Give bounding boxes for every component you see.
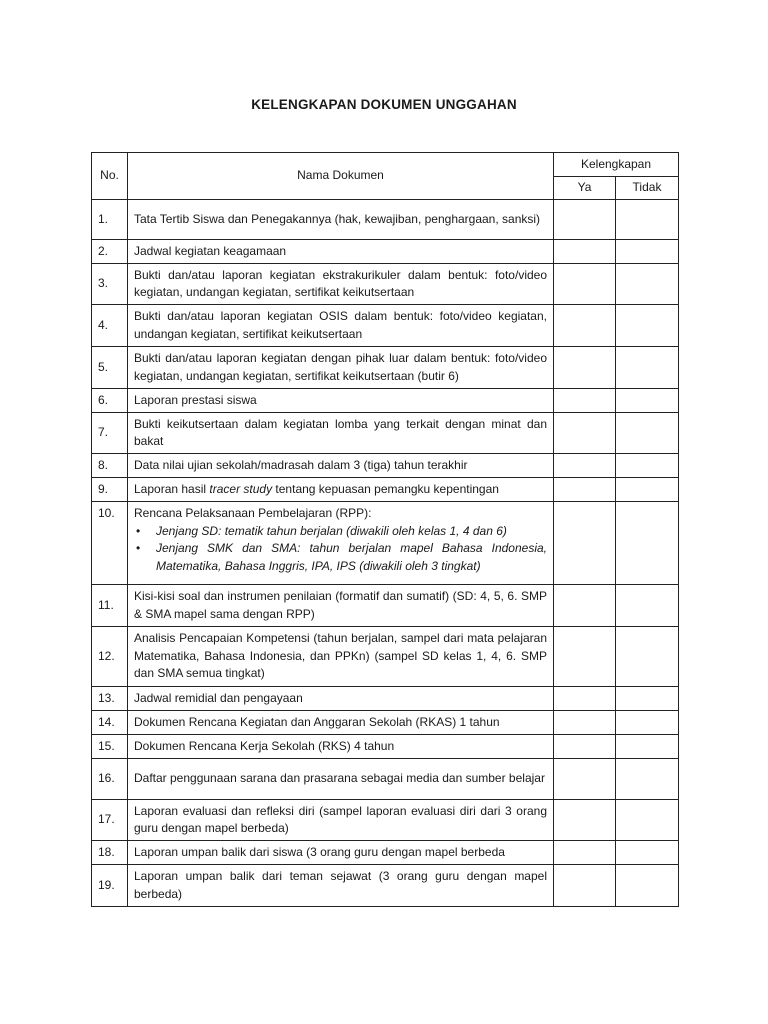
ya-checkbox-cell[interactable]	[554, 454, 616, 478]
row-number: 3.	[92, 264, 128, 305]
tidak-checkbox-cell[interactable]	[616, 200, 679, 240]
document-name	[128, 478, 554, 502]
document-title: KELENGKAPAN DOKUMEN UNGGAHAN	[251, 97, 517, 112]
document-name: Dokumen Rencana Kegiatan dan Anggaran Sekolah (RKAS) 1 tahun	[128, 711, 554, 735]
bullet-item: • Jenjang SMK dan SMA: tahun berjalan mapel Bahasa Indonesia, Matematika, Bahasa Inggris, IPA, IPS (diwakili oleh 3 tingkat)	[156, 540, 547, 575]
document-name: Jadwal kegiatan keagamaan	[128, 240, 554, 264]
table-row	[92, 413, 679, 454]
row-number: 13.	[92, 687, 128, 711]
document-name: Laporan umpan balik dari siswa (3 orang guru dengan mapel berbeda	[128, 841, 554, 865]
table-row	[92, 865, 679, 907]
table-row	[92, 759, 679, 800]
tidak-checkbox-cell[interactable]	[616, 413, 679, 454]
row-number: 10.	[92, 502, 128, 585]
table-row	[92, 502, 679, 585]
row-number: 18.	[92, 841, 128, 865]
tidak-checkbox-cell[interactable]	[616, 687, 679, 711]
row-number: 15.	[92, 735, 128, 759]
tidak-checkbox-cell[interactable]	[616, 305, 679, 347]
ya-checkbox-cell[interactable]	[554, 413, 616, 454]
tidak-checkbox-cell[interactable]	[616, 478, 679, 502]
tidak-checkbox-cell[interactable]	[616, 759, 679, 800]
tidak-checkbox-cell[interactable]	[616, 347, 679, 389]
table-row	[92, 627, 679, 687]
row-number: 6.	[92, 389, 128, 413]
table-row	[92, 711, 679, 735]
tidak-checkbox-cell[interactable]	[616, 240, 679, 264]
row-number: 9.	[92, 478, 128, 502]
tidak-checkbox-cell[interactable]	[616, 454, 679, 478]
document-name: Laporan umpan balik dari teman sejawat (3 orang guru dengan mapel berbeda)	[128, 865, 554, 907]
table-row	[92, 240, 679, 264]
table-row	[92, 305, 679, 347]
tidak-checkbox-cell[interactable]	[616, 841, 679, 865]
document-name-italic: tracer study	[209, 481, 273, 496]
ya-checkbox-cell[interactable]	[554, 687, 616, 711]
document-name: Dokumen Rencana Kerja Sekolah (RKS) 4 tahun	[128, 735, 554, 759]
ya-checkbox-cell[interactable]	[554, 200, 616, 240]
document-checklist-table	[91, 152, 679, 907]
row-number: 2.	[92, 240, 128, 264]
document-name: Jadwal remidial dan pengayaan	[128, 687, 554, 711]
tidak-checkbox-cell[interactable]	[616, 264, 679, 305]
document-name: Laporan evaluasi dan refleksi diri (sampel laporan evaluasi diri dari 3 orang guru dengan mapel berbeda)	[128, 800, 554, 841]
ya-checkbox-cell[interactable]	[554, 305, 616, 347]
document-name: Bukti dan/atau laporan kegiatan dengan pihak luar dalam bentuk: foto/video kegiatan, undangan kegiatan, sertifikat keikutsertaan (butir 6)	[128, 347, 554, 389]
document-name: Analisis Pencapaian Kompetensi (tahun berjalan, sampel dari mata pelajaran Matematika, Bahasa Indonesia, dan PPKn) (sampel SD kelas 1, 4, 6. SMP dan SMA semua tingkat)	[128, 627, 554, 687]
document-name: Laporan prestasi siswa	[128, 389, 554, 413]
tidak-checkbox-cell[interactable]	[616, 711, 679, 735]
ya-checkbox-cell[interactable]	[554, 759, 616, 800]
tidak-checkbox-cell[interactable]	[616, 735, 679, 759]
header-nama-dokumen: Nama Dokumen	[128, 153, 554, 200]
ya-checkbox-cell[interactable]	[554, 800, 616, 841]
document-name: Bukti dan/atau laporan kegiatan OSIS dalam bentuk: foto/video kegiatan, undangan kegiatan, sertifikat keikutsertaan	[128, 305, 554, 347]
row-number: 1.	[92, 200, 128, 240]
row-number: 8.	[92, 454, 128, 478]
table-row	[92, 687, 679, 711]
row-number: 19.	[92, 865, 128, 907]
document-name-part: Laporan hasil	[134, 481, 210, 496]
ya-checkbox-cell[interactable]	[554, 240, 616, 264]
tidak-checkbox-cell[interactable]	[616, 800, 679, 841]
tidak-checkbox-cell[interactable]	[616, 585, 679, 627]
document-name: Bukti dan/atau laporan kegiatan ekstrakurikuler dalam bentuk: foto/video kegiatan, undangan kegiatan, sertifikat keikutsertaan	[128, 264, 554, 305]
ya-checkbox-cell[interactable]	[554, 627, 616, 687]
document-name: Tata Tertib Siswa dan Penegakannya (hak, kewajiban, penghargaan, sanksi)	[128, 200, 554, 240]
ya-checkbox-cell[interactable]	[554, 478, 616, 502]
document-name-heading: Rencana Pelaksanaan Pembelajaran (RPP):	[134, 506, 372, 520]
row-number: 17.	[92, 800, 128, 841]
document-name: Daftar penggunaan sarana dan prasarana sebagai media dan sumber belajar	[128, 759, 554, 800]
ya-checkbox-cell[interactable]	[554, 711, 616, 735]
table-row	[92, 735, 679, 759]
header-no: No.	[92, 153, 128, 200]
row-number: 7.	[92, 413, 128, 454]
tidak-checkbox-cell[interactable]	[616, 389, 679, 413]
tidak-checkbox-cell[interactable]	[616, 865, 679, 907]
header-tidak: Tidak	[616, 177, 679, 200]
table-row	[92, 347, 679, 389]
ya-checkbox-cell[interactable]	[554, 264, 616, 305]
table-row	[92, 585, 679, 627]
ya-checkbox-cell[interactable]	[554, 735, 616, 759]
tidak-checkbox-cell[interactable]	[616, 502, 679, 585]
header-kelengkapan: Kelengkapan	[554, 153, 679, 177]
ya-checkbox-cell[interactable]	[554, 389, 616, 413]
document-name: Data nilai ujian sekolah/madrasah dalam 3 (tiga) tahun terakhir	[128, 454, 554, 478]
row-number: 11.	[92, 585, 128, 627]
ya-checkbox-cell[interactable]	[554, 502, 616, 585]
row-number: 5.	[92, 347, 128, 389]
document-name-part: tentang kepuasan pemangku kepentingan	[272, 481, 499, 496]
row-number: 4.	[92, 305, 128, 347]
row-number: 14.	[92, 711, 128, 735]
table-row	[92, 841, 679, 865]
header-ya: Ya	[554, 177, 616, 200]
table-row	[92, 478, 679, 502]
bullet-list	[134, 523, 547, 576]
ya-checkbox-cell[interactable]	[554, 585, 616, 627]
row-number: 16.	[92, 759, 128, 800]
table-row	[92, 454, 679, 478]
document-name: Kisi-kisi soal dan instrumen penilaian (formatif dan sumatif) (SD: 4, 5, 6. SMP & SMA mapel sama dengan RPP)	[128, 585, 554, 627]
table-row	[92, 200, 679, 240]
ya-checkbox-cell[interactable]	[554, 865, 616, 907]
document-name: Bukti keikutsertaan dalam kegiatan lomba yang terkait dengan minat dan bakat	[128, 413, 554, 454]
ya-checkbox-cell[interactable]	[554, 347, 616, 389]
bullet-item: • Jenjang SD: tematik tahun berjalan (diwakili oleh kelas 1, 4 dan 6)	[156, 523, 547, 541]
table-row	[92, 800, 679, 841]
ya-checkbox-cell[interactable]	[554, 841, 616, 865]
table-row	[92, 264, 679, 305]
tidak-checkbox-cell[interactable]	[616, 627, 679, 687]
table-row	[92, 389, 679, 413]
document-name	[128, 502, 554, 585]
row-number: 12.	[92, 627, 128, 687]
